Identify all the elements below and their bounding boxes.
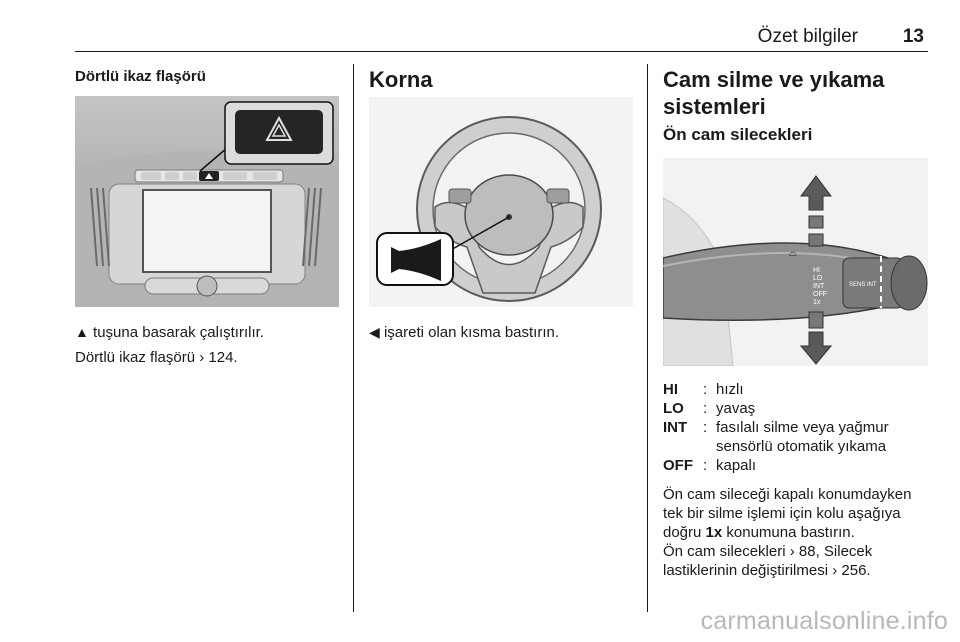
hazard-reference [75, 348, 345, 367]
wiper-subtitle: Ön cam silecekleri [663, 125, 813, 144]
stalk-label-1x: 1x [813, 299, 821, 306]
definition-term: LO [663, 400, 684, 417]
column-divider-2 [647, 64, 648, 612]
definition-row-off: OFF : kapalı [663, 456, 928, 475]
wiper-paragraph-2 [663, 542, 928, 580]
definition-term: OFF [663, 457, 693, 474]
para1-start: Ön cam sileceği kapalı konumdayken tek bir silme işlemi için kolu aşağıya doğru [663, 486, 912, 541]
para1-end: konumuna bastırın. [726, 524, 855, 541]
hazard-figure [75, 96, 339, 307]
column-divider-1 [353, 64, 354, 612]
para2-a: Ön cam silecekleri [663, 543, 786, 560]
wiper-stalk-icon-top: ⌓ [789, 248, 797, 259]
definition-term: HI [663, 381, 678, 398]
stalk-label-ring: SENS INT [849, 282, 877, 288]
page-number: 13 [902, 26, 924, 47]
definition-row-hi: HI : hızlı [663, 380, 928, 399]
wiper-paragraph-1 [663, 485, 928, 542]
hazard-caption-text: tuşuna basarak çalıştırılır. [93, 324, 264, 341]
section-title: Özet bilgiler [757, 26, 858, 47]
definition-desc: hızlı [716, 381, 744, 398]
hazard-caption [75, 323, 345, 342]
hazard-ref-page: 124. [208, 349, 238, 366]
page-ref-arrow-icon: › [789, 543, 795, 560]
definition-desc: kapalı [716, 457, 757, 474]
wiper-title: Cam silme ve yıkama sistemleri [663, 67, 885, 119]
hazard-ref-text: Dörtlü ikaz flaşörü [75, 349, 196, 366]
stalk-label-hi: HI [813, 267, 820, 274]
horn-caption [369, 323, 639, 342]
para1-bold: 1x [705, 524, 723, 541]
stalk-label-lo: LO [813, 275, 823, 282]
header-rule [75, 51, 928, 52]
para2-c: 256. [841, 562, 871, 579]
para2-b: 88, Silecek lastiklerinin değiştirilmesi [663, 543, 873, 579]
watermark: carmanualsonline.info [700, 607, 948, 635]
wiper-definitions [663, 380, 928, 475]
horn-title: Korna [369, 67, 433, 92]
page-header [75, 26, 928, 50]
page-ref-arrow-icon: › [199, 349, 205, 366]
steering-figure [369, 97, 633, 307]
horn-icon: ◀ [369, 324, 380, 340]
hazard-triangle-icon: ▲ [75, 324, 89, 340]
definition-desc: yavaş [716, 400, 756, 417]
definition-desc: fasılalı silme veya yağmur sensörlü otomatik yıkama [716, 419, 889, 455]
stalk-label-int: INT [813, 283, 825, 290]
page-ref-arrow-icon: › [832, 562, 838, 579]
wiper-stalk-figure [663, 158, 928, 366]
definition-row-lo: LO : yavaş [663, 399, 928, 418]
definition-term: INT [663, 419, 688, 436]
hazard-title: Dörtlü ikaz flaşörü [75, 68, 206, 85]
horn-caption-text: işareti olan kısma bastırın. [383, 324, 560, 341]
definition-row-int: INT : fasılalı silme veya yağmur sensörlü otomatik yıkama [663, 418, 928, 456]
stalk-label-off: OFF [813, 291, 827, 298]
